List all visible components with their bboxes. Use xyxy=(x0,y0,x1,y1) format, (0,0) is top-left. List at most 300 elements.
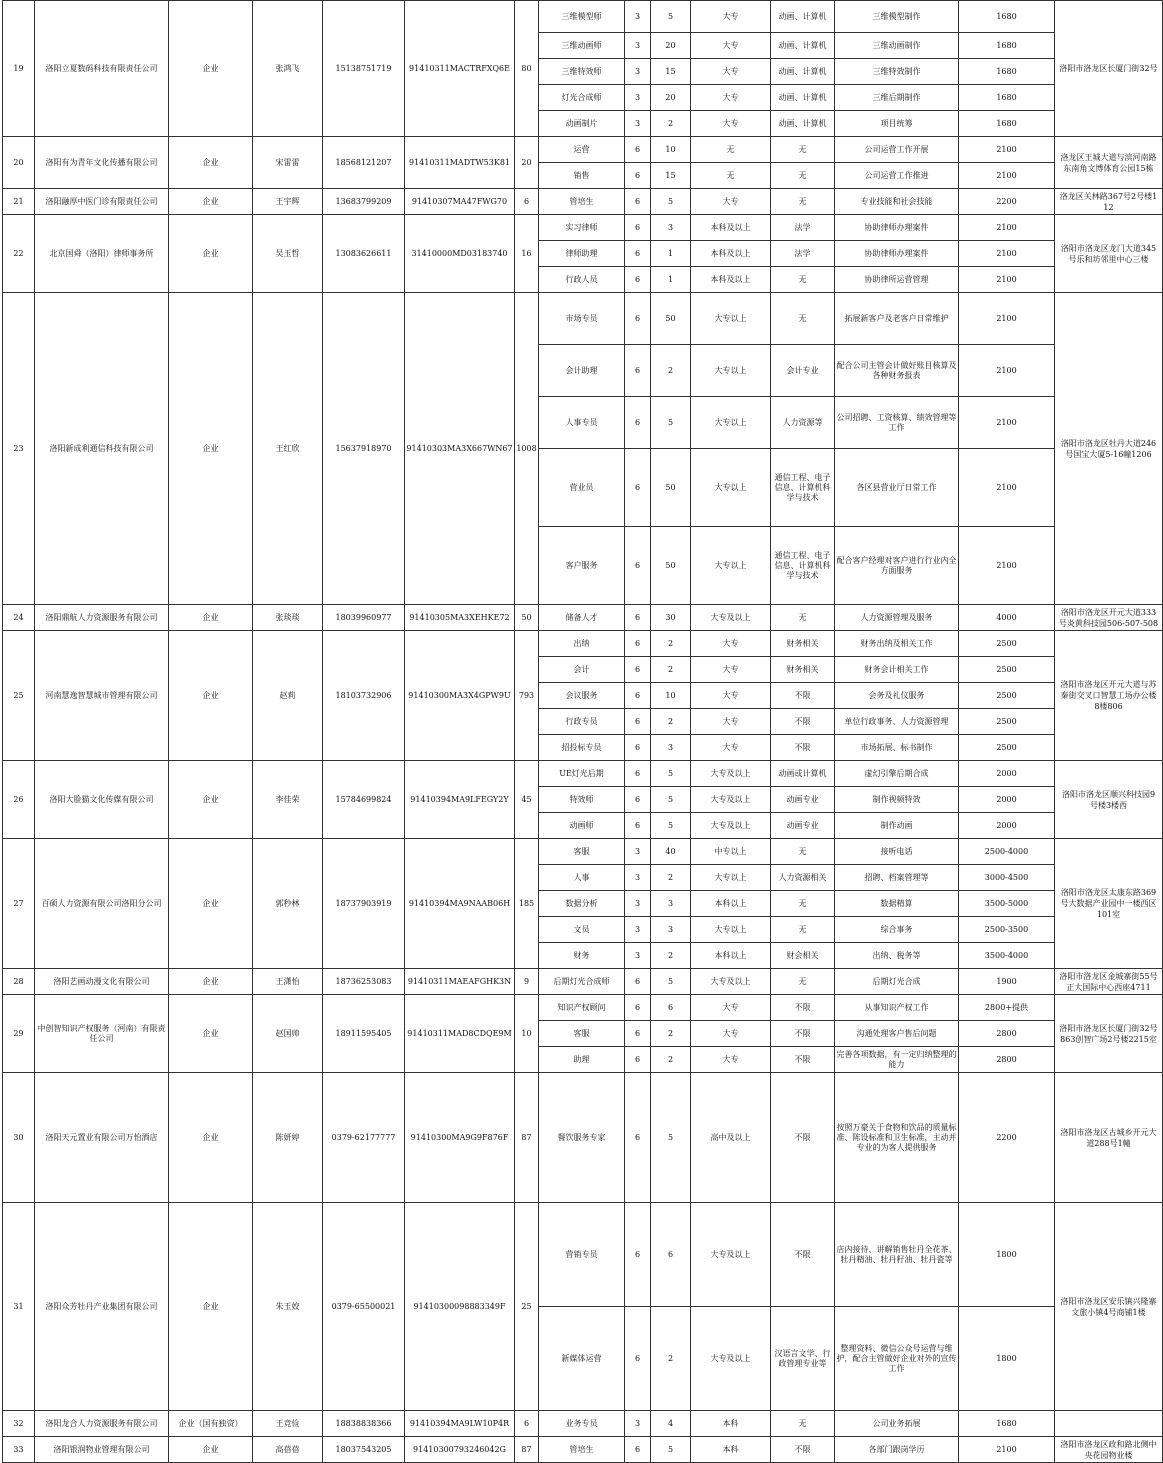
job-title: 运营 xyxy=(539,137,625,163)
company-row xyxy=(3,761,1163,787)
company-name: 洛阳龙合人力资源服务有限公司 xyxy=(35,1411,169,1437)
monthly-subsidy: 2800+提供 xyxy=(959,995,1055,1021)
company-type: 企业 xyxy=(169,761,253,839)
major-requirement: 无 xyxy=(771,969,835,995)
monthly-subsidy: 2500 xyxy=(959,657,1055,683)
job-title: 助理 xyxy=(539,1047,625,1073)
internship-months: 6 xyxy=(625,787,651,813)
row-number: 31 xyxy=(3,1203,35,1411)
company-row xyxy=(3,1411,1163,1437)
education-requirement: 本科及以上 xyxy=(691,215,771,241)
contact-phone: 18838838366 xyxy=(323,1411,405,1437)
row-number: 22 xyxy=(3,215,35,293)
job-duty: 虚幻引擎后期合成 xyxy=(835,761,959,787)
contact-phone: 18736253083 xyxy=(323,969,405,995)
job-title: 三维动画师 xyxy=(539,33,625,59)
major-requirement: 动画、计算机 xyxy=(771,59,835,85)
education-requirement: 大专 xyxy=(691,111,771,137)
headcount: 5 xyxy=(651,813,691,839)
education-requirement: 大专及以上 xyxy=(691,1307,771,1411)
credit-code: 31410000MD03183740 xyxy=(405,215,515,293)
contact-person: 赵国帅 xyxy=(253,995,323,1073)
credit-code: 91410307MA47FWG70 xyxy=(405,189,515,215)
internship-months: 3 xyxy=(625,33,651,59)
education-requirement: 大专 xyxy=(691,1,771,33)
major-requirement: 不限 xyxy=(771,1203,835,1307)
contact-phone: 18737903919 xyxy=(323,839,405,969)
job-title: 动画师 xyxy=(539,813,625,839)
job-title: 人事 xyxy=(539,865,625,891)
staff-count: 793 xyxy=(515,631,539,761)
headcount: 1 xyxy=(651,267,691,293)
contact-person: 张鸿飞 xyxy=(253,1,323,137)
internship-months: 6 xyxy=(625,813,651,839)
row-number: 24 xyxy=(3,605,35,631)
education-requirement: 大专及以上 xyxy=(691,1203,771,1307)
education-requirement: 大专 xyxy=(691,1047,771,1073)
internship-months: 6 xyxy=(625,1073,651,1203)
row-number: 21 xyxy=(3,189,35,215)
education-requirement: 大专及以上 xyxy=(691,605,771,631)
monthly-subsidy: 2100 xyxy=(959,241,1055,267)
credit-code: 91410300098883349F xyxy=(405,1203,515,1411)
major-requirement: 无 xyxy=(771,267,835,293)
job-duty: 数据精算 xyxy=(835,891,959,917)
company-row xyxy=(3,995,1163,1021)
job-duty: 店内接待、讲解销售牡丹全花茶、牡丹精油、牡丹籽油、牡丹瓷等 xyxy=(835,1203,959,1307)
contact-phone: 15138751719 xyxy=(323,1,405,137)
company-type: 企业 xyxy=(169,1,253,137)
job-duty: 从事知识产权工作 xyxy=(835,995,959,1021)
contact-phone: 18039960977 xyxy=(323,605,405,631)
job-duty: 制作视频特效 xyxy=(835,787,959,813)
company-name: 洛阳大脸猫文化传媒有限公司 xyxy=(35,761,169,839)
job-duty: 公司招聘、工资核算、绩效管理等工作 xyxy=(835,397,959,449)
company-address: 洛阳市洛龙区古城乡开元大道288号1幢 xyxy=(1055,1073,1163,1203)
headcount: 30 xyxy=(651,605,691,631)
row-number: 27 xyxy=(3,839,35,969)
company-name: 洛阳融厚中医门诊有限责任公司 xyxy=(35,189,169,215)
monthly-subsidy: 2100 xyxy=(959,293,1055,345)
company-address: 洛龙区关林路367号2号楼112 xyxy=(1055,189,1163,215)
staff-count: 87 xyxy=(515,1073,539,1203)
company-name: 洛阳鼎航人力资源服务有限公司 xyxy=(35,605,169,631)
job-title: 人事专员 xyxy=(539,397,625,449)
job-duty: 公司业务拓展 xyxy=(835,1411,959,1437)
headcount: 3 xyxy=(651,891,691,917)
internship-months: 6 xyxy=(625,1307,651,1411)
staff-count: 1008 xyxy=(515,293,539,605)
contact-person: 郭秒林 xyxy=(253,839,323,969)
job-title: 文员 xyxy=(539,917,625,943)
education-requirement: 无 xyxy=(691,163,771,189)
major-requirement: 无 xyxy=(771,293,835,345)
company-row xyxy=(3,1203,1163,1307)
headcount: 20 xyxy=(651,33,691,59)
monthly-subsidy: 2100 xyxy=(959,397,1055,449)
company-type: 企业 xyxy=(169,995,253,1073)
monthly-subsidy: 2100 xyxy=(959,1437,1055,1463)
job-title: 餐饮服务专家 xyxy=(539,1073,625,1203)
job-duty: 公司运营工作开展 xyxy=(835,137,959,163)
education-requirement: 大专 xyxy=(691,709,771,735)
company-row xyxy=(3,839,1163,865)
major-requirement: 无 xyxy=(771,891,835,917)
monthly-subsidy: 2200 xyxy=(959,189,1055,215)
job-duty: 出纳、税务等 xyxy=(835,943,959,969)
job-title: UE灯光后期 xyxy=(539,761,625,787)
major-requirement: 无 xyxy=(771,189,835,215)
credit-code: 91410305MA3XEHKE72 xyxy=(405,605,515,631)
credit-code: 91410394MA9NAAB06H xyxy=(405,839,515,969)
internship-months: 3 xyxy=(625,943,651,969)
monthly-subsidy: 1900 xyxy=(959,969,1055,995)
company-type: 企业 xyxy=(169,1203,253,1411)
major-requirement: 通信工程、电子信息、计算机科学与技术 xyxy=(771,449,835,527)
education-requirement: 大专 xyxy=(691,683,771,709)
contact-person: 宋雷雷 xyxy=(253,137,323,189)
education-requirement: 大专以上 xyxy=(691,917,771,943)
staff-count: 6 xyxy=(515,189,539,215)
major-requirement: 无 xyxy=(771,163,835,189)
internship-months: 6 xyxy=(625,761,651,787)
company-name: 洛阳有为青年文化传播有限公司 xyxy=(35,137,169,189)
headcount: 6 xyxy=(651,1203,691,1307)
internship-months: 3 xyxy=(625,865,651,891)
job-duty: 后期灯光合成 xyxy=(835,969,959,995)
headcount: 10 xyxy=(651,683,691,709)
internship-months: 6 xyxy=(625,449,651,527)
job-title: 招投标专员 xyxy=(539,735,625,761)
company-row xyxy=(3,1437,1163,1463)
job-title: 行政人员 xyxy=(539,267,625,293)
company-row xyxy=(3,293,1163,345)
job-duty: 财务会计相关工作 xyxy=(835,657,959,683)
monthly-subsidy: 2500 xyxy=(959,683,1055,709)
internship-months: 6 xyxy=(625,1203,651,1307)
headcount: 5 xyxy=(651,397,691,449)
job-duty: 各区县营业厅日常工作 xyxy=(835,449,959,527)
staff-count: 25 xyxy=(515,1203,539,1411)
job-duty: 公司运营工作推进 xyxy=(835,163,959,189)
major-requirement: 法学 xyxy=(771,215,835,241)
headcount: 5 xyxy=(651,787,691,813)
major-requirement: 不限 xyxy=(771,1437,835,1463)
job-title: 业务专员 xyxy=(539,1411,625,1437)
internship-months: 6 xyxy=(625,397,651,449)
job-title: 储备人才 xyxy=(539,605,625,631)
company-type: 企业 xyxy=(169,969,253,995)
job-title: 财务 xyxy=(539,943,625,969)
company-address: 洛阳市洛龙区政和路北侧中央花园物业楼 xyxy=(1055,1437,1163,1463)
education-requirement: 大专及以上 xyxy=(691,813,771,839)
headcount: 2 xyxy=(651,943,691,969)
monthly-subsidy: 1680 xyxy=(959,1411,1055,1437)
job-title: 客服 xyxy=(539,839,625,865)
education-requirement: 大专以上 xyxy=(691,865,771,891)
company-type: 企业 xyxy=(169,293,253,605)
job-title: 灯光合成师 xyxy=(539,85,625,111)
headcount: 10 xyxy=(651,137,691,163)
education-requirement: 大专以上 xyxy=(691,527,771,605)
contact-phone: 18568121207 xyxy=(323,137,405,189)
row-number: 25 xyxy=(3,631,35,761)
major-requirement: 汉语言文学、行政管理专业等 xyxy=(771,1307,835,1411)
staff-count: 50 xyxy=(515,605,539,631)
monthly-subsidy: 2100 xyxy=(959,137,1055,163)
major-requirement: 动画、计算机 xyxy=(771,33,835,59)
monthly-subsidy: 1800 xyxy=(959,1203,1055,1307)
job-title: 营业员 xyxy=(539,449,625,527)
headcount: 5 xyxy=(651,761,691,787)
staff-count: 80 xyxy=(515,1,539,137)
internship-months: 6 xyxy=(625,631,651,657)
major-requirement: 财务相关 xyxy=(771,657,835,683)
education-requirement: 本科及以上 xyxy=(691,241,771,267)
monthly-subsidy: 2500 xyxy=(959,709,1055,735)
credit-code: 91410394MA9LFEGY2Y xyxy=(405,761,515,839)
headcount: 2 xyxy=(651,1021,691,1047)
major-requirement: 人力资源相关 xyxy=(771,865,835,891)
job-title: 客服 xyxy=(539,1021,625,1047)
headcount: 1 xyxy=(651,241,691,267)
job-title: 三维特效师 xyxy=(539,59,625,85)
job-duty: 项目统筹 xyxy=(835,111,959,137)
headcount: 50 xyxy=(651,293,691,345)
job-duty: 招聘、档案管理等 xyxy=(835,865,959,891)
internship-months: 3 xyxy=(625,839,651,865)
job-duty: 配合客户经理对客户进行行业内全方面服务 xyxy=(835,527,959,605)
contact-phone: 15784699824 xyxy=(323,761,405,839)
education-requirement: 大专 xyxy=(691,1021,771,1047)
internship-months: 3 xyxy=(625,111,651,137)
education-requirement: 大专及以上 xyxy=(691,761,771,787)
job-title: 出纳 xyxy=(539,631,625,657)
credit-code: 91410300MA9G9F876F xyxy=(405,1073,515,1203)
education-requirement: 大专以上 xyxy=(691,449,771,527)
job-duty: 各部门跟岗学历 xyxy=(835,1437,959,1463)
company-name: 北京国舜（洛阳）律师事务所 xyxy=(35,215,169,293)
job-duty: 三维模型制作 xyxy=(835,1,959,33)
education-requirement: 中专以上 xyxy=(691,839,771,865)
internship-months: 3 xyxy=(625,85,651,111)
staff-count: 16 xyxy=(515,215,539,293)
job-title: 动画制片 xyxy=(539,111,625,137)
staff-count: 87 xyxy=(515,1437,539,1463)
job-duty: 单位行政事务、人力资源管理 xyxy=(835,709,959,735)
internship-months: 6 xyxy=(625,241,651,267)
major-requirement: 会计专业 xyxy=(771,345,835,397)
company-address: 洛阳市洛龙区长厦门街32号863创智广场2号楼2215室 xyxy=(1055,995,1163,1073)
major-requirement: 法学 xyxy=(771,241,835,267)
major-requirement: 通信工程、电子信息、计算机科学与技术 xyxy=(771,527,835,605)
job-duty: 完善各项数据，有一定归纳整理的能力 xyxy=(835,1047,959,1073)
headcount: 3 xyxy=(651,917,691,943)
education-requirement: 大专 xyxy=(691,33,771,59)
major-requirement: 不限 xyxy=(771,1073,835,1203)
company-type: 企业 xyxy=(169,189,253,215)
headcount: 5 xyxy=(651,1437,691,1463)
monthly-subsidy: 2200 xyxy=(959,1073,1055,1203)
internship-months: 6 xyxy=(625,683,651,709)
company-address: 洛阳市洛龙区开元大道与苏秦街交叉口智慧工场办公楼8楼806 xyxy=(1055,631,1163,761)
headcount: 5 xyxy=(651,1073,691,1203)
company-name: 洛阳天元置业有限公司万怡酒店 xyxy=(35,1073,169,1203)
job-duty: 制作动画 xyxy=(835,813,959,839)
monthly-subsidy: 1800 xyxy=(959,1307,1055,1411)
major-requirement: 无 xyxy=(771,1411,835,1437)
company-address: 洛阳市洛龙区顺兴科技园9号楼3楼西 xyxy=(1055,761,1163,839)
education-requirement: 本科以上 xyxy=(691,943,771,969)
company-address: 洛阳市洛龙区龙门大道345号乐和坊邻里中心三楼 xyxy=(1055,215,1163,293)
headcount: 3 xyxy=(651,215,691,241)
headcount: 2 xyxy=(651,111,691,137)
company-name: 中创智知识产权服务（河南）有限责任公司 xyxy=(35,995,169,1073)
contact-person: 高蓓蓓 xyxy=(253,1437,323,1463)
company-address: 洛龙区王城大道与滨河南路东南角文博体育公园15栋 xyxy=(1055,137,1163,189)
internship-months: 6 xyxy=(625,1047,651,1073)
job-title: 特效师 xyxy=(539,787,625,813)
contact-phone: 0379-65500021 xyxy=(323,1203,405,1411)
education-requirement: 大专以上 xyxy=(691,397,771,449)
headcount: 15 xyxy=(651,59,691,85)
job-title: 数据分析 xyxy=(539,891,625,917)
contact-person: 赵莉 xyxy=(253,631,323,761)
major-requirement: 不限 xyxy=(771,995,835,1021)
monthly-subsidy: 2100 xyxy=(959,527,1055,605)
contact-person: 张琰琰 xyxy=(253,605,323,631)
job-duty: 三维特效制作 xyxy=(835,59,959,85)
education-requirement: 高中及以上 xyxy=(691,1073,771,1203)
major-requirement: 无 xyxy=(771,137,835,163)
monthly-subsidy: 3500-4000 xyxy=(959,943,1055,969)
job-title: 客户服务 xyxy=(539,527,625,605)
headcount: 2 xyxy=(651,709,691,735)
headcount: 40 xyxy=(651,839,691,865)
headcount: 2 xyxy=(651,631,691,657)
company-address: 洛阳市洛龙区安乐镇兴隆寨文旅小镇4号商铺1楼 xyxy=(1055,1203,1163,1411)
internship-months: 6 xyxy=(625,163,651,189)
contact-person: 王竞俭 xyxy=(253,1411,323,1437)
major-requirement: 财会相关 xyxy=(771,943,835,969)
job-duty: 接听电话 xyxy=(835,839,959,865)
internship-months: 6 xyxy=(625,657,651,683)
internship-months: 6 xyxy=(625,1021,651,1047)
major-requirement: 动画专业 xyxy=(771,813,835,839)
contact-phone: 15637918970 xyxy=(323,293,405,605)
company-row xyxy=(3,1,1163,33)
company-name: 洛阳新成利通信科技有限公司 xyxy=(35,293,169,605)
job-duty: 三维动画制作 xyxy=(835,33,959,59)
job-duty: 专业技能和社会技能 xyxy=(835,189,959,215)
company-row xyxy=(3,215,1163,241)
major-requirement: 不限 xyxy=(771,683,835,709)
monthly-subsidy: 2500 xyxy=(959,631,1055,657)
company-type: 企业 xyxy=(169,839,253,969)
job-title: 销售 xyxy=(539,163,625,189)
job-duty: 会务及礼仪服务 xyxy=(835,683,959,709)
company-name: 洛阳艺画动漫文化有限公司 xyxy=(35,969,169,995)
headcount: 3 xyxy=(651,735,691,761)
job-title: 管培生 xyxy=(539,1437,625,1463)
internship-months: 3 xyxy=(625,917,651,943)
job-title: 会计 xyxy=(539,657,625,683)
credit-code: 91410311MACTRFXQ6E xyxy=(405,1,515,137)
company-type: 企业（国有独资） xyxy=(169,1411,253,1437)
headcount: 2 xyxy=(651,1307,691,1411)
headcount: 2 xyxy=(651,865,691,891)
company-name: 洛阳银润物业管理有限公司 xyxy=(35,1437,169,1463)
contact-phone: 13083626611 xyxy=(323,215,405,293)
major-requirement: 动画、计算机 xyxy=(771,1,835,33)
recruitment-table xyxy=(2,0,1163,1463)
job-duty: 协助律师办理案件 xyxy=(835,215,959,241)
major-requirement: 不限 xyxy=(771,1021,835,1047)
job-title: 管培生 xyxy=(539,189,625,215)
company-name: 河南慧逸智慧城市管理有限公司 xyxy=(35,631,169,761)
contact-phone: 18103732906 xyxy=(323,631,405,761)
company-row xyxy=(3,605,1163,631)
credit-code: 91410303MA3X667WN67 xyxy=(405,293,515,605)
row-number: 30 xyxy=(3,1073,35,1203)
internship-months: 6 xyxy=(625,293,651,345)
monthly-subsidy: 2500-4000 xyxy=(959,839,1055,865)
row-number: 33 xyxy=(3,1437,35,1463)
job-duty: 财务出纳及相关工作 xyxy=(835,631,959,657)
contact-person: 陈妍婷 xyxy=(253,1073,323,1203)
job-title: 会计助理 xyxy=(539,345,625,397)
internship-months: 3 xyxy=(625,1411,651,1437)
job-duty: 协助律师办理案件 xyxy=(835,241,959,267)
staff-count: 10 xyxy=(515,995,539,1073)
internship-months: 6 xyxy=(625,735,651,761)
company-type: 企业 xyxy=(169,605,253,631)
major-requirement: 动画、计算机 xyxy=(771,111,835,137)
education-requirement: 大专 xyxy=(691,189,771,215)
monthly-subsidy: 2100 xyxy=(959,267,1055,293)
major-requirement: 不限 xyxy=(771,709,835,735)
internship-months: 6 xyxy=(625,969,651,995)
job-duty: 整理资料、微信公众号运营与维护，配合主管做好企业对外的宣传工作 xyxy=(835,1307,959,1411)
contact-phone: 18911595405 xyxy=(323,995,405,1073)
headcount: 5 xyxy=(651,189,691,215)
company-address: 洛阳市洛龙区开元大道333号炎黄科技园506-507-508 xyxy=(1055,605,1163,631)
internship-months: 6 xyxy=(625,527,651,605)
education-requirement: 大专 xyxy=(691,85,771,111)
job-title: 律师助理 xyxy=(539,241,625,267)
internship-months: 3 xyxy=(625,1,651,33)
monthly-subsidy: 2100 xyxy=(959,215,1055,241)
row-number: 20 xyxy=(3,137,35,189)
internship-months: 3 xyxy=(625,59,651,85)
education-requirement: 大专 xyxy=(691,631,771,657)
major-requirement: 人力资源等 xyxy=(771,397,835,449)
major-requirement: 无 xyxy=(771,839,835,865)
headcount: 5 xyxy=(651,969,691,995)
company-row xyxy=(3,1073,1163,1203)
company-address: 洛阳市洛龙区太康东路369号大数据产业园中一楼西区101室 xyxy=(1055,839,1163,969)
monthly-subsidy: 2500-3500 xyxy=(959,917,1055,943)
internship-months: 3 xyxy=(625,891,651,917)
job-title: 知识产权顾问 xyxy=(539,995,625,1021)
company-address: 洛阳市洛龙区长厦门街32号 xyxy=(1055,1,1163,137)
staff-count: 20 xyxy=(515,137,539,189)
headcount: 4 xyxy=(651,1411,691,1437)
monthly-subsidy: 3500-5000 xyxy=(959,891,1055,917)
monthly-subsidy: 1680 xyxy=(959,33,1055,59)
company-address xyxy=(1055,1411,1163,1437)
job-title: 营销专员 xyxy=(539,1203,625,1307)
